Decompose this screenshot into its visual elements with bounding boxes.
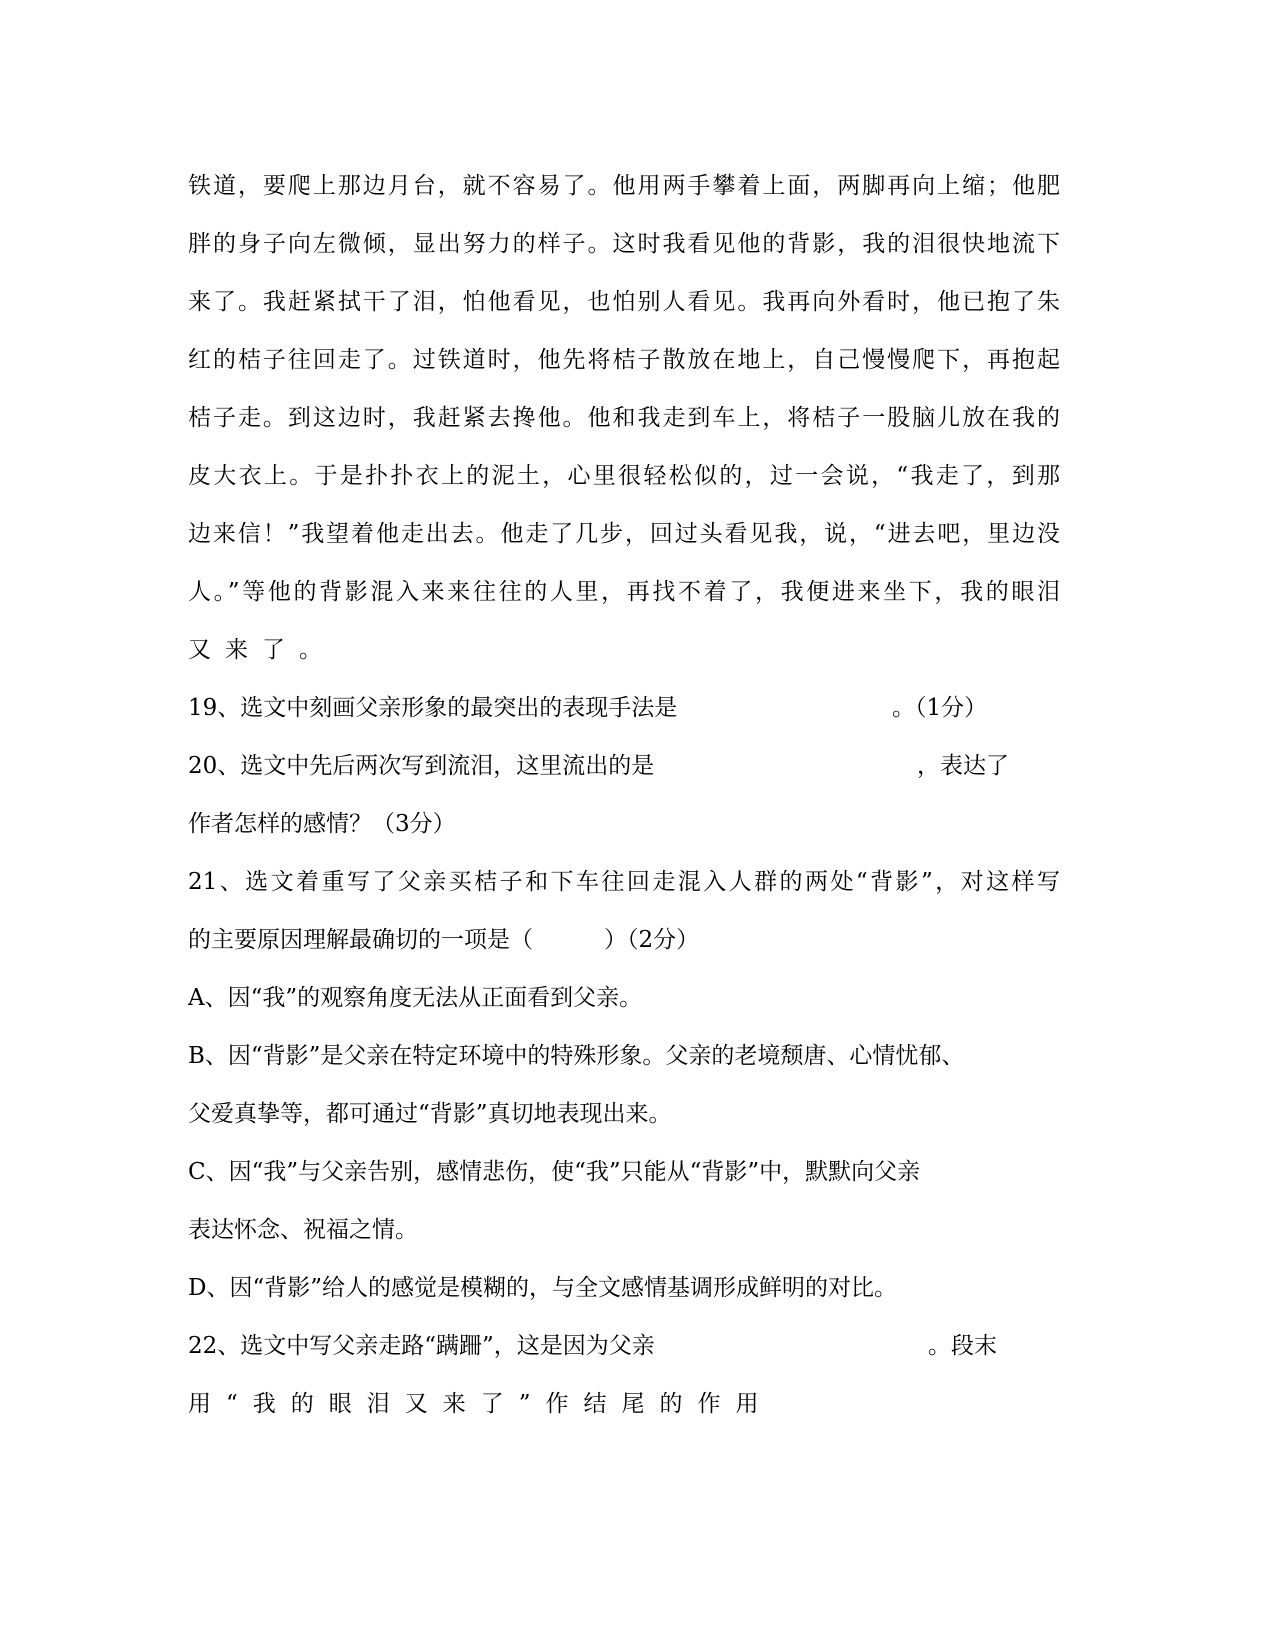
question-22-line2: 用“我的眼泪又来了”作结尾的作用: [188, 1391, 774, 1417]
question-20-tail: ，表达了: [917, 753, 1009, 779]
question-21-line1: 21、选文着重写了父亲买桔子和下车往回走混入人群的两处“背影”，对这样写: [188, 869, 1060, 895]
question-19-tail: 。（1分）: [892, 695, 988, 721]
passage-line: 铁道，要爬上那边月台，就不容易了。他用两手攀着上面，两脚再向上缩；他肥: [188, 173, 1060, 199]
option-a: A、因“我”的观察角度无法从正面看到父亲。: [188, 985, 643, 1011]
passage-line: 皮大衣上。于是扑扑衣上的泥土，心里很轻松似的，过一会说，“我走了，到那: [188, 463, 1060, 489]
passage-line: 来了。我赶紧拭干了泪，怕他看见，也怕别人看见。我再向外看时，他已抱了朱: [188, 289, 1060, 315]
passage-line-last: 又来了。: [188, 637, 336, 663]
passage-line: 人。”等他的背影混入来来往往的人里，再找不着了，我便进来坐下，我的眼泪: [188, 579, 1060, 605]
passage-line: 红的桔子往回走了。过铁道时，他先将桔子散放在地上，自己慢慢爬下，再抱起: [188, 347, 1060, 373]
question-22-prompt: 22、选文中写父亲走路“蹒跚”，这是因为父亲: [188, 1333, 655, 1359]
question-22-tail: 。段末: [928, 1333, 997, 1359]
question-21-line2-suffix: ）（2分）: [604, 927, 700, 953]
question-21-line2-prefix: 的主要原因理解最确切的一项是（: [188, 927, 533, 953]
question-20-prompt: 20、选文中先后两次写到流泪，这里流出的是: [188, 753, 655, 779]
passage-line: 桔子走。到这边时，我赶紧去搀他。他和我走到车上，将桔子一股脑儿放在我的: [188, 405, 1060, 431]
question-19-prompt: 19、选文中刻画父亲形象的最突出的表现手法是: [188, 695, 678, 721]
question-20-line2: 作者怎样的感情？（3分）: [188, 811, 456, 837]
passage-line: 胖的身子向左微倾，显出努力的样子。这时我看见他的背影，我的泪很快地流下: [188, 231, 1060, 257]
passage-line: 边来信！”我望着他走出去。他走了几步，回过头看见我，说，“进去吧，里边没: [188, 521, 1060, 547]
option-b-line2: 父爱真挚等，都可通过“背影”真切地表现出来。: [188, 1101, 672, 1127]
option-c-line2: 表达怀念、祝福之情。: [188, 1217, 418, 1243]
option-c-line1: C、因“我”与父亲告别，感情悲伤，使“我”只能从“背影”中，默默向父亲: [188, 1159, 921, 1185]
option-d: D、因“背影”给人的感觉是模糊的，与全文感情基调形成鲜明的对比。: [188, 1275, 897, 1301]
option-b-line1: B、因“背影”是父亲在特定环境中的特殊形象。父亲的老境颓唐、心情忧郁、: [188, 1043, 965, 1069]
